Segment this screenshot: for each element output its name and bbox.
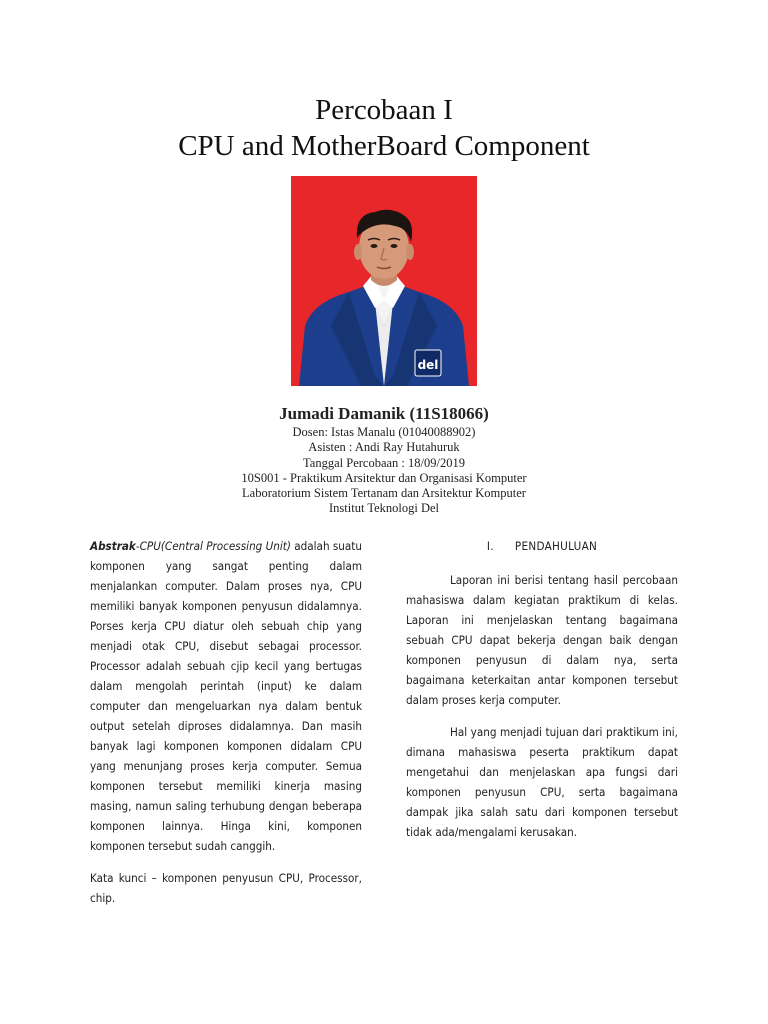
affiliation-course: 10S001 - Praktikum Arsitektur dan Organisasi Komputer <box>241 470 527 485</box>
author-block <box>0 403 768 517</box>
affiliation-institute: Institut Teknologi Del <box>329 501 439 516</box>
author-photo <box>291 176 477 386</box>
affiliation-dosen: Dosen: Istas Manalu (01040088902) <box>292 425 476 439</box>
abstract-italic-lead: -CPU(Central Processing Unit) <box>135 539 291 553</box>
author-name: Jumadi Damanik (11S18066) <box>279 404 489 423</box>
section-title: PENDAHULUAN <box>514 539 598 553</box>
title-line-2: CPU and MotherBoard Component <box>178 130 590 162</box>
keywords: Kata kunci – komponen penyusun CPU, Processor, chip. <box>90 871 362 905</box>
section-heading <box>406 536 678 556</box>
abstract-label: Abstrak <box>90 539 136 553</box>
right-column <box>406 536 678 842</box>
section-number: I. <box>486 539 494 553</box>
intro-paragraph-1: Laporan ini berisi tentang hasil percobaan mahasiswa dalam kegiatan praktikum di kelas. Laporan ini menjelaskan tentang bagaimana sebuah CPU dapat bekerja dengan baik dengan komponen penyusun di dalam nya, serta bagaimana keterkaitan antar komponen tersebut dalam proses kerja computer. <box>406 573 678 707</box>
intro-paragraph-2: Hal yang menjadi tujuan dari praktikum ini, dimana mahasiswa peserta praktikum dapat mengetahui dan menjelaskan apa fungsi dari komponen penyusun CPU, serta bagaimana dampak jika salah satu dari komponen tersebut tidak ada/mengalami kerusakan. <box>406 725 678 839</box>
portrait-illustration <box>291 176 477 386</box>
title-line-1: Percobaan I <box>315 94 453 126</box>
affiliation-lab: Laboratorium Sistem Tertanam dan Arsitektur Komputer <box>242 486 526 501</box>
affiliation-asisten: Asisten : Andi Ray Hutahuruk <box>308 440 460 455</box>
abstract-body: adalah suatu komponen yang sangat penting dalam menjalankan computer. Dalam proses nya, CPU memiliki banyak komponen penyusun didalamnya. Porses kerja CPU diatur oleh sebuah chip yang menjadi otak CPU, disebut sebagai processor. Processor adalah sebuah cjip kecil yang bertugas dalam mengolah perintah (input) ke dalam computer dan mengeluarkan nya dalam bentuk output setelah diproses didalamnya. Dan masih banyak lagi komponen komponen didalam CPU yang menunjang proses kerja computer. Semua komponen tersebut memiliki kinerja masing masing, namun saling terhubung dengan beberapa komponen lainnya. Hinga kini, komponen komponen tersebut sudah canggih. <box>90 539 363 853</box>
paper-title <box>0 92 768 164</box>
left-column <box>90 536 362 908</box>
badge-text: del <box>417 358 439 372</box>
abstract-paragraph <box>90 536 362 856</box>
affiliation-date: Tanggal Percobaan : 18/09/2019 <box>303 455 465 470</box>
